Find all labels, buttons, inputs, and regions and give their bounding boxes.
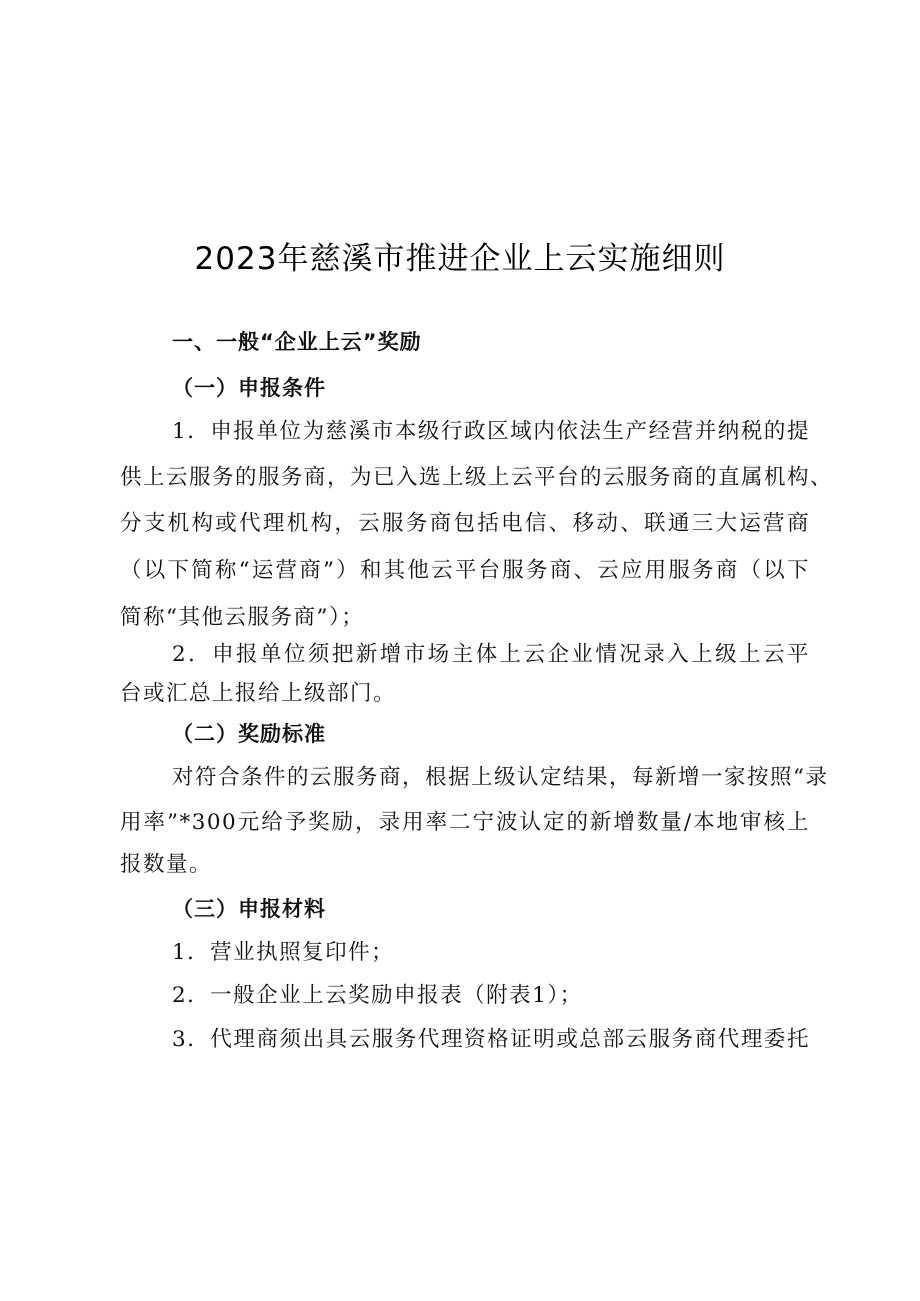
paragraph-line: 2．申报单位须把新增市场主体上云企业情况录入上级上云平	[172, 642, 810, 667]
paragraph-line: 简称“其他云服务商”）；	[120, 605, 365, 630]
paragraph-line: 用率”*300元给予奖励，录用率二宁波认定的新增数量/本地审核上	[120, 810, 810, 835]
list-item: 3．代理商须出具云服务代理资格证明或总部云服务商代理委托	[172, 1027, 810, 1052]
subsection-heading-1: （一）申报条件	[172, 376, 326, 400]
paragraph-line: （以下简称“运营商”）和其他云平台服务商、云应用服务商（以下	[120, 558, 810, 583]
subsection-heading-2: （二）奖励标准	[172, 722, 326, 746]
paragraph-line: 分支机构或代理机构，云服务商包括电信、移动、联通三大运营商	[120, 511, 810, 536]
paragraph-line: 台或汇总上报给上级部门。	[120, 681, 397, 706]
paragraph-line: 1．申报单位为慈溪市本级行政区域内依法生产经营并纳税的提	[172, 419, 810, 444]
section-heading-1: 一、一般“企业上云”奖励	[172, 330, 422, 354]
paragraph-line: 报数量。	[120, 852, 213, 877]
subsection-heading-3: （三）申报材料	[172, 897, 326, 921]
paragraph-line: 对符合条件的云服务商，根据上级认定结果，每新增一家按照“录	[172, 765, 829, 790]
paragraph-line: 供上云服务的服务商，为已入选上级上云平台的云服务商的直属机构、	[120, 465, 834, 490]
document-title: 2023年慈溪市推进企业上云实施细则	[194, 241, 726, 277]
list-item: 2．一般企业上云奖励申报表（附表1）；	[172, 983, 583, 1008]
list-item: 1．营业执照复印件；	[172, 940, 395, 965]
